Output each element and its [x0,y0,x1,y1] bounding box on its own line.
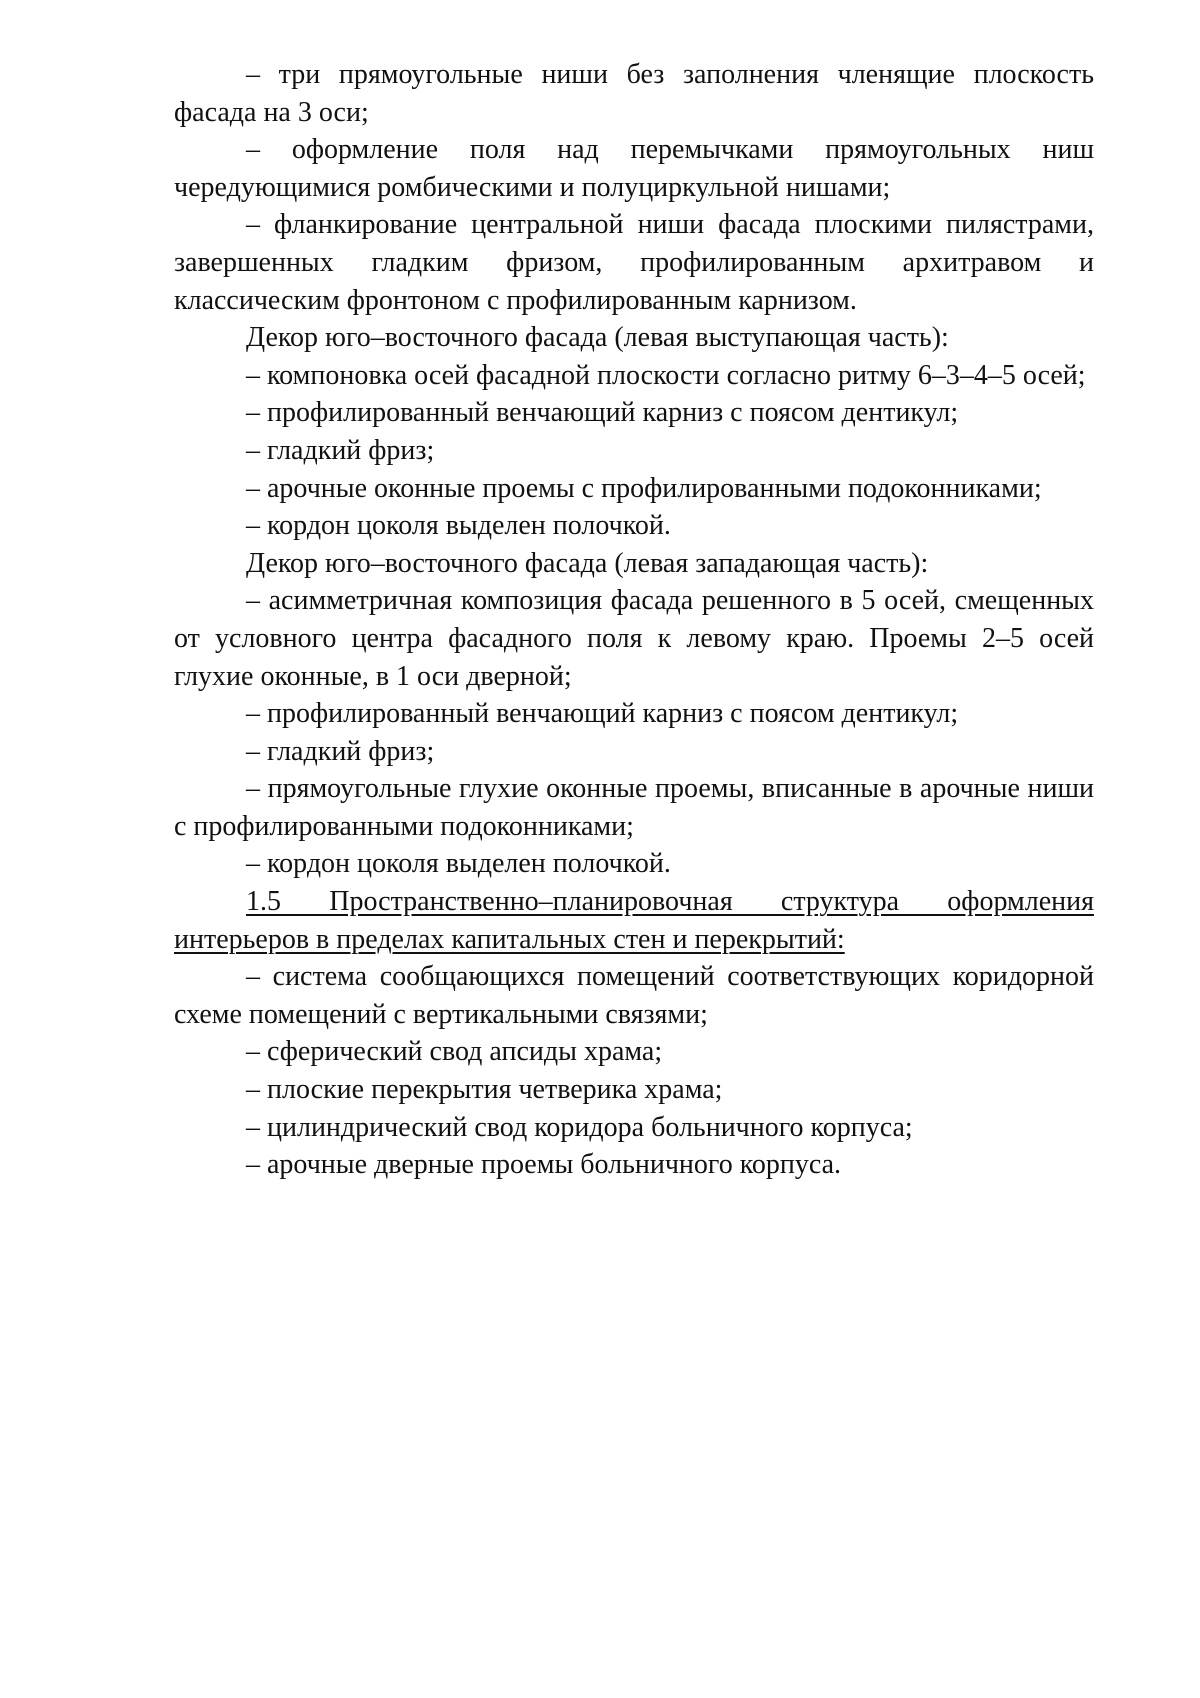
section-heading-1-5: 1.5 Пространственно–планировочная структура оформления интерьеров в пределах капитальных стен и перекрытий: [174,886,1094,955]
paragraph-arched-doors: – арочные дверные проемы больничного корпуса. [246,1149,842,1181]
paragraph-blind-windows: – прямоугольные глухие оконные проемы, вписанные в арочные ниши с профилированными подоконниками; [174,773,1094,842]
paragraph-spherical-vault: – сферический свод апсиды храма; [246,1036,663,1068]
paragraph-plinth-cordon-2: – кордон цоколя выделен полочкой. [246,848,671,880]
paragraph-asymmetric-composition: – асимметричная композиция фасада решенного в 5 осей, смещенных от условного центра фасадного поля к левому краю. Проемы 2–5 осей глухие оконные, в 1 оси дверной; [174,585,1094,692]
paragraph-flanking-pilasters: – фланкирование центральной ниши фасада плоскими пилястрами, завершенных гладким фризом, профилированным архитравом и классическим фронтоном с профилированным карнизом. [174,209,1094,316]
document-body [174,56,1094,1184]
paragraph-flat-ceilings: – плоские перекрытия четверика храма; [246,1074,723,1106]
paragraph-cylindrical-vault: – цилиндрический свод коридора больничного корпуса; [246,1111,913,1143]
heading-facade-decor-protruding: Декор юго–восточного фасада (левая выступающая часть): [246,322,949,354]
paragraph-smooth-frieze: – гладкий фриз; [246,434,435,466]
paragraph-crowning-cornice-2: – профилированный венчающий карниз с поясом дентикул; [246,698,959,730]
paragraph-rectangular-niches: – три прямоугольные ниши без заполнения членящие плоскость фасада на 3 оси; [174,59,1094,128]
paragraph-axes-rhythm: – компоновка осей фасадной плоскости согласно ритму 6–3–4–5 осей; [246,359,1086,391]
paragraph-plinth-cordon: – кордон цоколя выделен полочкой. [246,510,671,542]
paragraph-arched-windows: – арочные оконные проемы с профилированными подоконниками; [246,472,1042,504]
heading-facade-decor-recessed: Декор юго–восточного фасада (левая западающая часть): [246,547,929,579]
paragraph-crowning-cornice: – профилированный венчающий карниз с поясом дентикул; [246,397,959,429]
paragraph-field-design: – оформление поля над перемычками прямоугольных ниш чередующимися ромбическими и полуциркульной нишами; [174,134,1094,203]
paragraph-smooth-frieze-2: – гладкий фриз; [246,735,435,767]
paragraph-room-system: – система сообщающихся помещений соответствующих коридорной схеме помещений с вертикальными связями; [174,961,1094,1030]
